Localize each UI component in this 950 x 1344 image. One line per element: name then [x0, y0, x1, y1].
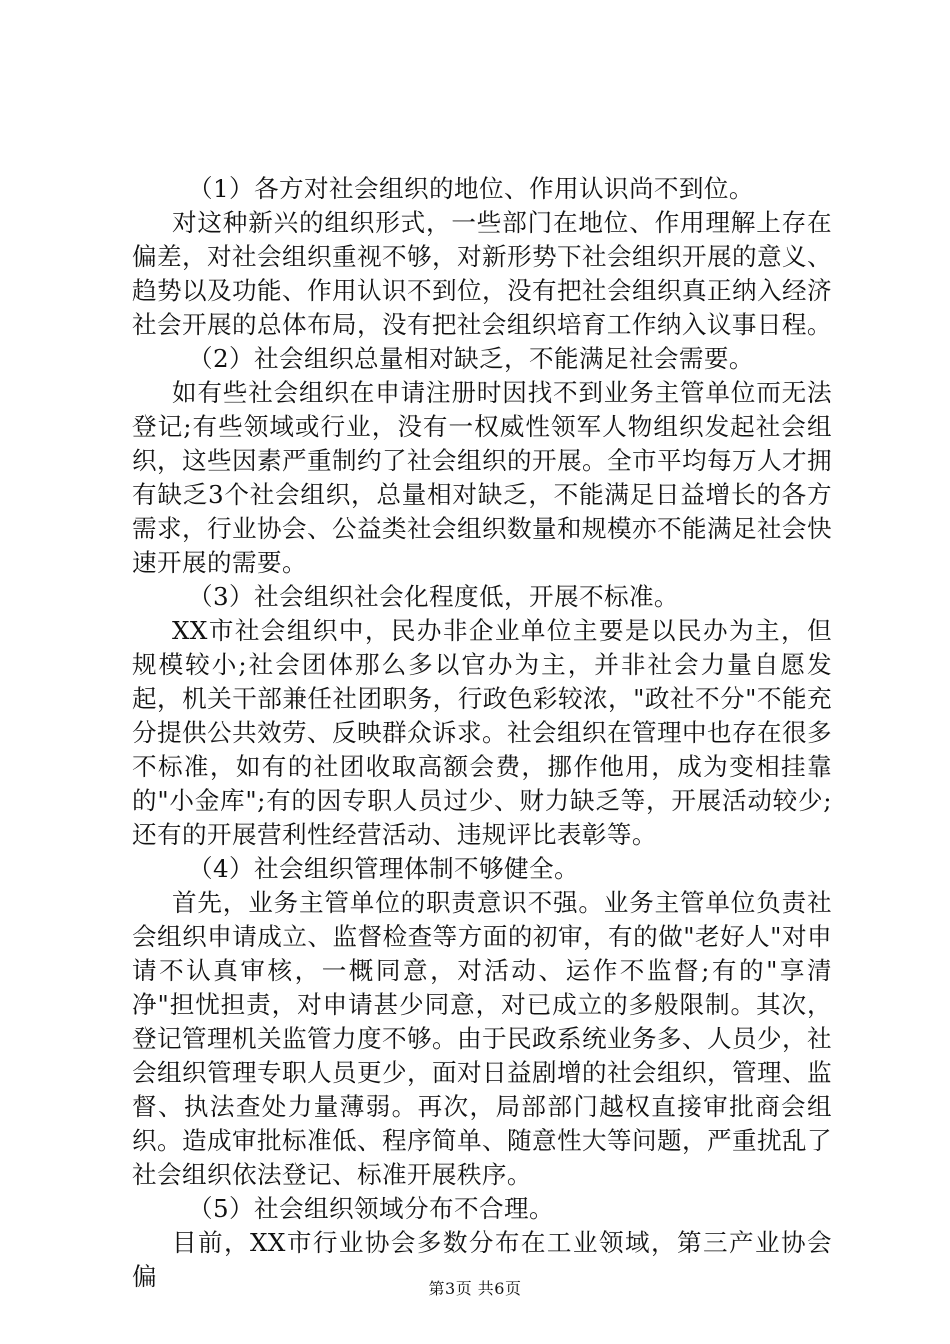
body-paragraph-3: XX市社会组织中，民办非企业单位主要是以民办为主，但规模较小;社会团体那么多以官办为主，并非社会力量自愿发起，机关干部兼任社团职务，行政色彩较浓，"政社不分"不能充分提供公共效劳、反映群众诉求。社会组织在管理中也存在很多不标准，如有的社团收取高额会费，挪作他用，成为变相挂靠的"小金库";有的因专职人员过少、财力缺乏等，开展活动较少;还有的开展营利性经营活动、违规评比表彰等。 [132, 616, 832, 849]
body-paragraph-1: 对这种新兴的组织形式，一些部门在地位、作用理解上存在偏差，对社会组织重视不够，对新形势下社会组织开展的意义、趋势以及功能、作用认识不到位，没有把社会组织真正纳入经济社会开展的总体布局，没有把社会组织培育工作纳入议事日程。 [132, 208, 832, 339]
page-number-footer: 第3页 共6页 [428, 1279, 522, 1298]
document-body [132, 172, 832, 1294]
section-heading-3: （3）社会组织社会化程度低，开展不标准。 [188, 582, 679, 611]
body-paragraph-4: 首先，业务主管单位的职责意识不强。业务主管单位负责社会组织申请成立、监督检查等方面的初审，有的做"老好人"对申请不认真审核，一概同意，对活动、运作不监督;有的"享清净"担忧担责，对申请甚少同意，对已成立的多般限制。其次，登记管理机关监管力度不够。由于民政系统业务多、人员少，社会组织管理专职人员更少，面对日益剧增的社会组织，管理、监督、执法查处力量薄弱。再次，局部部门越权直接审批商会组织。造成审批标准低、程序简单、随意性大等问题，严重扰乱了社会组织依法登记、标准开展秩序。 [132, 888, 832, 1189]
body-paragraph-5: 目前，XX市行业协会多数分布在工业领域，第三产业协会偏 [132, 1228, 832, 1291]
section-heading-2: （2）社会组织总量相对缺乏，不能满足社会需要。 [188, 344, 754, 373]
section-heading-5: （5）社会组织领域分布不合理。 [188, 1194, 554, 1223]
section-heading-1: （1）各方对社会组织的地位、作用认识尚不到位。 [188, 174, 754, 203]
section-heading-4: （4）社会组织管理体制不够健全。 [188, 854, 579, 883]
body-paragraph-2: 如有些社会组织在申请注册时因找不到业务主管单位而无法登记;有些领域或行业，没有一权威性领军人物组织发起社会组织，这些因素严重制约了社会组织的开展。全市平均每万人才拥有缺乏3个社会组织，总量相对缺乏，不能满足日益增长的各方需求，行业协会、公益类社会组织数量和规模亦不能满足社会快速开展的需要。 [132, 378, 832, 577]
